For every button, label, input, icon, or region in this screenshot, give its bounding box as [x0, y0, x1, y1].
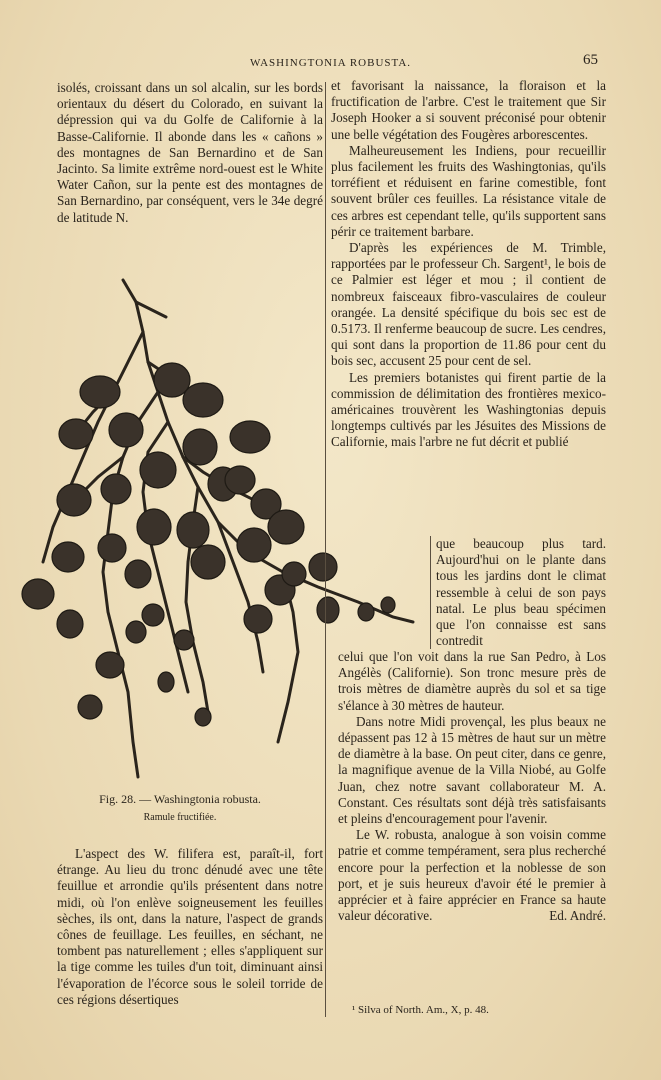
paragraph: D'après les expériences de M. Trimble, rapportées par le professeur Ch. Sargent¹, le bois de ce Palmier est léger et mou ; il contient de nombreux faisceaux fibro-vasculaires de couleur orangée. La densité spécifique du bois sec est de 0.5173. Il renferme beaucoup de sucre. Les cendres, qui sont dans la proportion de 11.86 pour cent du bois sec, accusent 25 pour cent de sel.	[331, 240, 606, 369]
signature: Ed. André.	[549, 908, 606, 924]
left-column-bottom	[57, 846, 323, 1008]
page-number: 65	[583, 52, 598, 68]
paragraph: celui que l'on voit dans la rue San Pedro, à Los Angélès (Californie). Son tronc mesure près de trois mètres de diamètre auprès du sol et sa tige s'élance à 30 mètres de hauteur.	[338, 649, 606, 713]
paragraph: Dans notre Midi provençal, les plus beaux ne dépassent pas 12 à 15 mètres de haut sur un mètre de diamètre à la base. On peut citer, dans ce genre, la magnifique avenue de la Villa Niobé, au Golfe Juan, chez notre savant collaborateur M. A. Constant. Ces résultats sont déjà très satisfaisants et pleins d'encouragement pour l'avenir.	[338, 713, 606, 827]
paragraph-text: Le W. robusta, analogue à son voisin comme patrie et comme tempérament, sera plus recherché encore pour la perfection et la noblesse de son port, et je suis heureux d'avoir été le premier à apprécier et à faire apprécier en France sa haute valeur décorative.	[338, 827, 606, 924]
column-divider-inner	[430, 536, 431, 649]
right-column-wrap	[436, 536, 606, 649]
right-column-bottom	[338, 649, 606, 924]
column-divider	[325, 82, 326, 1017]
paragraph: et favorisant la naissance, la floraison et la fructification de l'arbre. C'est le traitement que Sir Joseph Hooker a si souvent préconisé pour obtenir une belle végétation des Fougères arborescentes.	[331, 78, 606, 142]
figure-caption-title: Fig. 28. — Washingtonia robusta.	[99, 792, 261, 806]
footnote: ¹ Silva of North. Am., X, p. 48.	[352, 1004, 489, 1016]
paragraph: Malheureusement les Indiens, pour recueillir plus facilement les fruits des Washingtonias, qu'ils torréfient et réduisent en farine comestible, font souvent brûler ces feuilles. La résistance vitale de ces arbres est cependant telle, qu'ils supportent sans périr ce traitement barbare.	[331, 142, 606, 239]
paragraph	[338, 827, 606, 924]
figure-caption-subtitle: Ramule fructifiée.	[143, 812, 217, 823]
right-column-top	[331, 78, 606, 451]
figure-caption	[40, 792, 320, 823]
running-title: WASHINGTONIA ROBUSTA.	[249, 57, 412, 69]
paragraph: isolés, croissant dans un sol alcalin, sur les bords orientaux du désert du Colorado, en suivant la dépression qui va du Golfe de Californie à la Basse-Californie. Il abonde dans les « cañons » des montagnes de San Bernardino et de San Jacinto. Sa limite extrême nord-ouest est le White Water Cañon, sur la pente est des montagnes de San Bernardino, par conséquent, vers le 34e degré de latitude N.	[57, 80, 323, 225]
paragraph: que beaucoup plus tard. Aujourd'hui on le plante dans tous les jardins dont le climat ressemble à celui de son pays natal. Le plus beau spécimen que l'on connaisse est sans contredit	[436, 536, 606, 649]
paragraph: Les premiers botanistes qui firent partie de la commission de délimitation des frontières mexico-américaines trouvèrent les Washingtonias depuis longtemps cultivés par les Jésuites des Missions de Californie, mais l'arbre ne fut décrit et publié	[331, 369, 606, 450]
paragraph: L'aspect des W. filifera est, paraît-il, fort étrange. Au lieu du tronc dénudé avec une tête feuillue et arrondie qu'ils présentent dans notre midi, où l'on enlève soigneusement les feuilles sèches, ils ont, dans la nature, l'aspect de grands cônes de feuillage. Les feuilles, en séchant, ne tombent pas naturellement ; elles s'appliquent sur la tige comme les tuiles d'un toit, diminuant ainsi l'évaporation de l'écorce sous le soleil torride de ces régions désertiques	[57, 846, 323, 1007]
left-column-top	[57, 80, 323, 226]
